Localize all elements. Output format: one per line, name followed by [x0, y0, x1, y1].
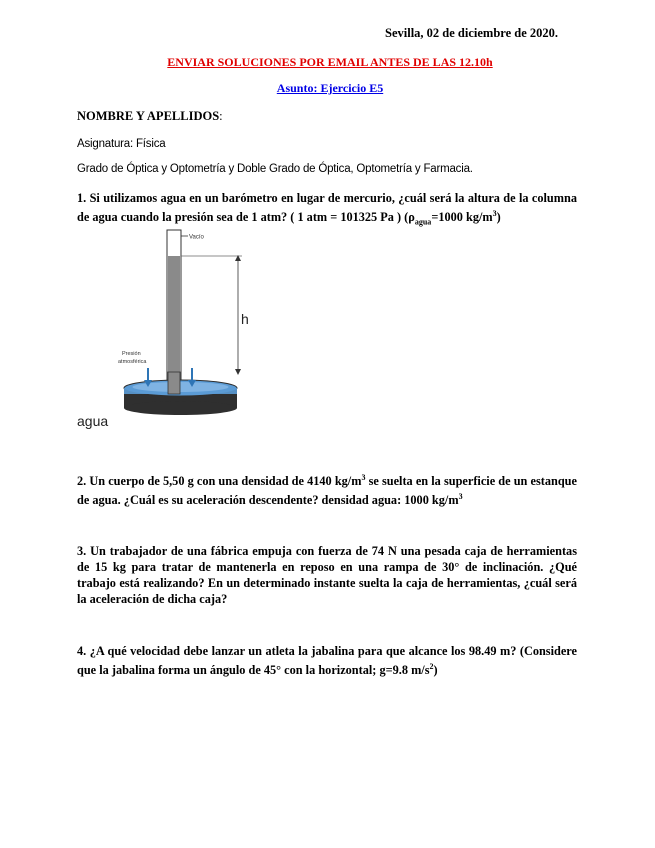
question-4: 4. ¿A qué velocidad debe lanzar un atleta la jabalina para que alcance los 98.49 m? (Considere que la jabalina forma un ángulo de 45° con la horizontal; g=9.8 $m/s^2$) [77, 644, 577, 678]
basin-bottom [124, 401, 237, 415]
question-3: 3. Un trabajador de una fábrica empuja con fuerza de 74 N una pesada caja de herramientas de 15 kg para tratar de mantenerla en reposo en una rampa de 30° de inclinación. ¿Qué trabajo está realizando? En un determinado instante suelta la caja de herramientas, ¿cuál será la aceleración de dicha caja? [77, 544, 577, 606]
h-label: h [241, 311, 249, 327]
name-label: NOMBRE Y APELLIDOS [77, 109, 220, 123]
pressure-label-1: Presión [122, 351, 141, 357]
pressure-label-2: atmosférica [118, 359, 147, 365]
water-label: agua [77, 413, 109, 429]
email-subject: Asunto: Ejercicio E5 [276, 81, 384, 95]
name-field-label [77, 109, 223, 124]
question-1: 1. Si utilizamos agua en un barómetro en lugar de mercurio, ¿cuál será la altura de la columna de agua cuando la presión sea de 1 atm? ( 1 atm = 101325 Pa ) ($\rho_{agua}=1000$ $kg/m^3$) [77, 191, 577, 227]
date-line: Sevilla, 02 de diciembre de 2020. [385, 26, 559, 40]
barometer-diagram [100, 222, 275, 422]
email-deadline-notice: ENVIAR SOLUCIONES POR EMAIL ANTES DE LAS 12.10h [167, 55, 493, 69]
degree-line: Grado de Óptica y Optometría y Doble Grado de Óptica, Optometría y Farmacia. [77, 163, 473, 175]
name-colon: : [219, 109, 223, 123]
h-arrow-bottom [235, 369, 241, 375]
tube-in-basin [168, 372, 180, 394]
vacuum-label: Vacío [189, 234, 204, 241]
question-2: 2. Un cuerpo de 5,50 g con una densidad de 4140 $kg/m^3$ se suelta en la superficie de un estanque de agua. ¿Cuál es su aceleración descendente? densidad agua: 1000 $kg/m^3$ [77, 473, 577, 508]
course-line: Asignatura: Física [77, 138, 166, 150]
